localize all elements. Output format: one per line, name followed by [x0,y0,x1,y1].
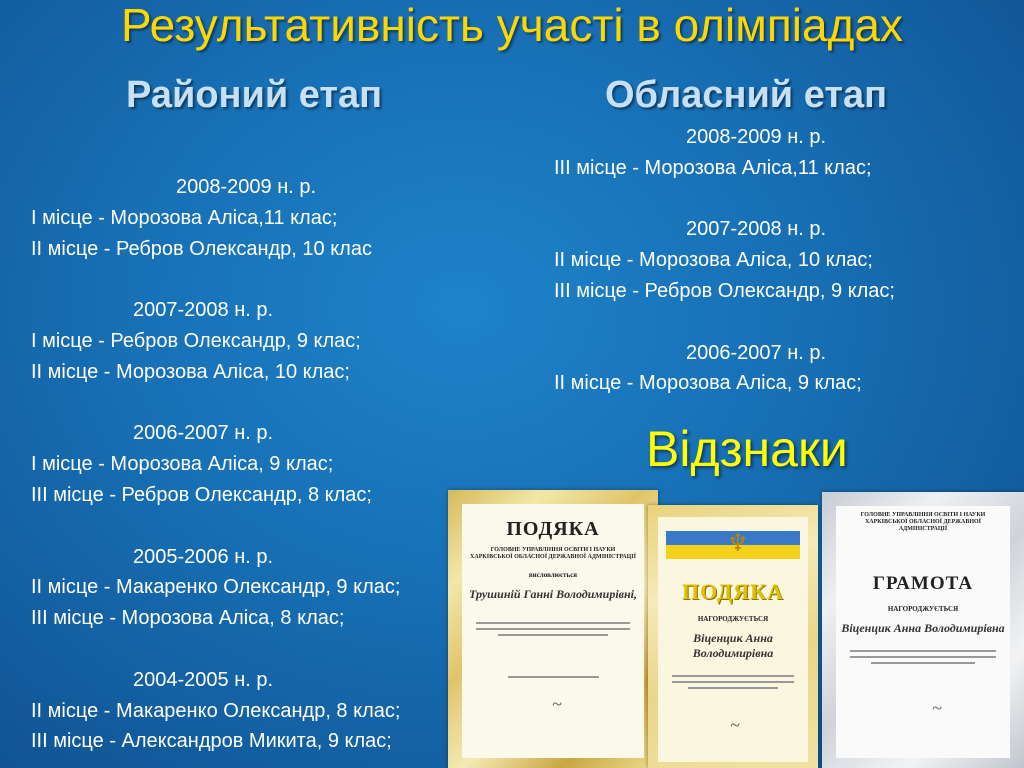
regional-year-block [554,338,895,400]
place-entry: III місце - Морозова Аліса, 8 клас; [31,607,345,630]
signature-icon: ~ [932,698,942,718]
certificate-name: Трушиній Ганні Володимирівні, [468,587,638,601]
district-stage-heading: Районий етап [126,74,383,116]
year-label: 2007-2008 н. р. [686,218,827,241]
regional-year-block [554,122,895,184]
place-entry: III місце - Ребров Олександр, 8 клас; [31,483,372,506]
coat-of-arms-icon: ♆ [727,531,749,557]
certificate-verb: НАГОРОДЖУЄТЬСЯ [887,605,959,613]
place-entry: III місце - Морозова Аліса,11 клас; [554,156,872,179]
signature-icon: ~ [730,715,740,735]
certificate-name: Віценцик Анна Володимирівна [692,631,774,660]
awards-heading: Відзнаки [646,421,848,477]
place-entry: II місце - Морозова Аліса, 9 клас; [554,372,862,395]
district-year-block [31,542,400,634]
place-entry: I місце - Ребров Олександр, 9 клас; [31,329,361,352]
place-entry: I місце - Морозова Аліса, 9 клас; [31,453,334,476]
district-year-block [31,172,400,264]
place-entry: II місце - Макаренко Олександр, 8 клас; [31,699,401,722]
certificate-verb: висловлюється [528,571,578,579]
district-year-block [31,418,400,510]
certificate-name: Віценцик Анна Володимирівна [841,621,1005,635]
place-entry: II місце - Ребров Олександр, 10 клас [31,237,372,260]
year-label: 2006-2007 н. р. [686,341,827,364]
page-title: Результативність участі в олімпіадах [121,0,903,51]
certificate-heading: ПОДЯКА [682,579,784,604]
year-label: 2008-2009 н. р. [686,126,827,148]
place-entry: I місце - Морозова Аліса,11 клас; [31,206,338,229]
regional-year-block [554,214,895,306]
district-results [31,172,400,757]
year-label: 2008-2009 н. р. [176,176,317,198]
certificate-heading: ПОДЯКА [506,518,600,540]
regional-stage-heading: Обласний етап [605,74,888,116]
place-entry: II місце - Морозова Аліса, 10 клас; [31,360,350,383]
signature-icon: ~ [552,694,562,714]
place-entry: III місце - Ребров Олександр, 9 клас; [554,279,895,302]
certificate-verb: НАГОРОДЖУЄТЬСЯ [697,615,769,623]
certificate-image [648,505,818,768]
place-entry: II місце - Макаренко Олександр, 9 клас; [31,576,401,599]
year-label: 2006-2007 н. р. [133,422,274,445]
district-year-block [31,295,400,387]
district-year-block [31,665,400,757]
certificate-org: ГОЛОВНЕ УПРАВЛІННЯ ОСВІТИ І НАУКИ ХАРКІВСЬКОЇ ОБЛАСНОЇ ДЕРЖАВНОЇ АДМІНІСТРАЦІЇ [470,547,636,560]
year-label: 2007-2008 н. р. [133,299,274,322]
certificate-image [448,490,658,768]
year-label: 2005-2006 н. р. [133,545,274,568]
certificate-heading: ГРАМОТА [872,573,974,594]
place-entry: II місце - Морозова Аліса, 10 клас; [554,249,873,272]
regional-results [554,122,895,399]
certificate-org: ГОЛОВНЕ УПРАВЛІННЯ ОСВІТИ І НАУКИ ХАРКІВСЬКОЇ ОБЛАСНОЇ ДЕРЖАВНОЇ АДМІНІСТРАЦІЇ [860,512,986,532]
certificate-image [822,492,1024,768]
place-entry: III місце - Александров Микита, 9 клас; [31,730,392,753]
year-label: 2004-2005 н. р. [133,668,274,691]
